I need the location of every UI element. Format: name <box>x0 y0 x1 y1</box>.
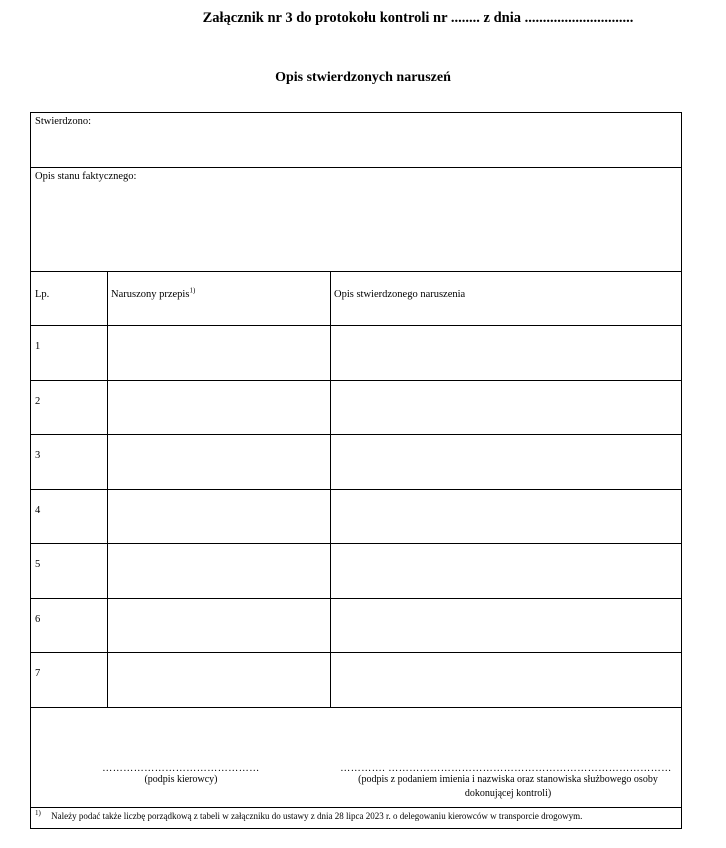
stwierdzono-label: Stwierdzono: <box>35 116 91 127</box>
row-divider <box>31 543 681 544</box>
row-divider <box>31 434 681 435</box>
row-number: 5 <box>35 559 41 570</box>
row-divider <box>31 489 681 490</box>
divider <box>31 325 681 326</box>
row-number: 1 <box>35 341 41 352</box>
attachment-header: Załącznik nr 3 do protokołu kontroli nr ........ z dnia .............................. <box>202 10 634 26</box>
col-przepis-header <box>111 286 196 300</box>
divider <box>31 167 681 168</box>
col-opis-header: Opis stwierdzonego naruszenia <box>334 289 466 300</box>
row-divider <box>31 707 681 708</box>
driver-signature-line: ……………………………………… <box>102 763 260 774</box>
violations-form <box>30 112 682 829</box>
row-number: 4 <box>35 504 41 516</box>
footnote-marker: 1) <box>35 809 41 817</box>
col-przepis-label: Naruszony przepis <box>111 289 190 300</box>
row-number: 6 <box>35 613 41 625</box>
divider <box>31 271 681 272</box>
row-divider <box>31 598 681 599</box>
divider <box>31 807 681 808</box>
footnote <box>35 811 582 821</box>
inspector-signature-line: …………. ……………………………………………………………………… <box>340 763 672 774</box>
inspector-signature-caption: (podpis z podaniem imienia i nazwiska oraz stanowiska służbowego osoby dokonującej kontroli) <box>358 774 658 799</box>
row-number: 7 <box>35 668 41 679</box>
opis-stanu-label: Opis stanu faktycznego: <box>35 171 137 182</box>
row-number: 2 <box>35 395 41 407</box>
document-title: Opis stwierdzonych naruszeń <box>275 70 451 85</box>
row-divider <box>31 652 681 653</box>
col-lp-header: Lp. <box>35 289 50 300</box>
row-number: 3 <box>35 450 41 461</box>
footnote-marker: 1) <box>189 286 196 295</box>
footnote-text: Należy podać także liczbę porządkową z tabeli w załączniku do ustawy z dnia 28 lipca 2023 r. o delegowaniu kierowców w transporcie drogowym. <box>51 811 583 821</box>
driver-signature-caption: (podpis kierowcy) <box>144 774 218 785</box>
row-divider <box>31 380 681 381</box>
